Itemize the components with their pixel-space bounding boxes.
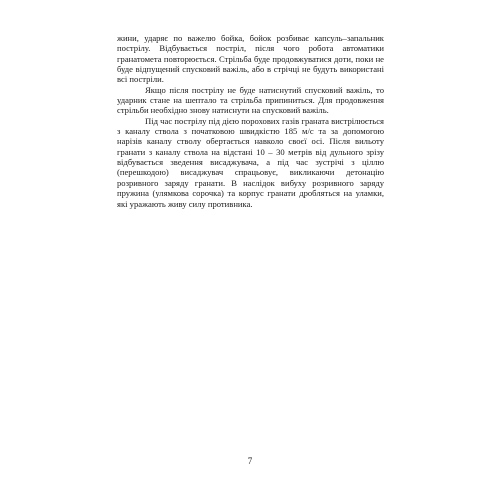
paragraph-grenade-flight: Під час пострілу під дією порохових газів граната вистрілюється з каналу ствола з початковою швидкістю 185 м/с та за допомогою нарізів каналу стволу обертається навколо своєї осі. Після вильоту гранати з каналу ствола на відстані 10 – 30 метрів від дульного зрізу відбувається зведення висаджувача, а під час зустрічі з ціллю (перешкодою) висаджувач спрацьовує, викликаючи детонацію розривного заряду гранати. В наслідок вибуху розривного заряду пружина (улямкова сорочка) та корпус гранати дробляться на уламки, які уражають живу силу противника. [117, 115, 384, 209]
body-text [117, 33, 384, 209]
paragraph-continuation: жини, ударяє по важелю бойка, бойок розбиває капсуль–запальник пострілу. Відбувається постріл, після чого робота автоматики гранатомета повторюється. Стрільба буде продовжуватися доти, поки не буде відпущений спусковий важіль, або в стрічці не будуть використані всі постріли. [117, 33, 384, 85]
page-number: 7 [247, 456, 253, 466]
paragraph-trigger-release: Якщо після пострілу не буде натиснутий спусковий важіль, то ударник стане на шептало та стрільба припиниться. Для продовження стрільби необхідно знову натиснути на спусковий важіль. [117, 84, 384, 116]
